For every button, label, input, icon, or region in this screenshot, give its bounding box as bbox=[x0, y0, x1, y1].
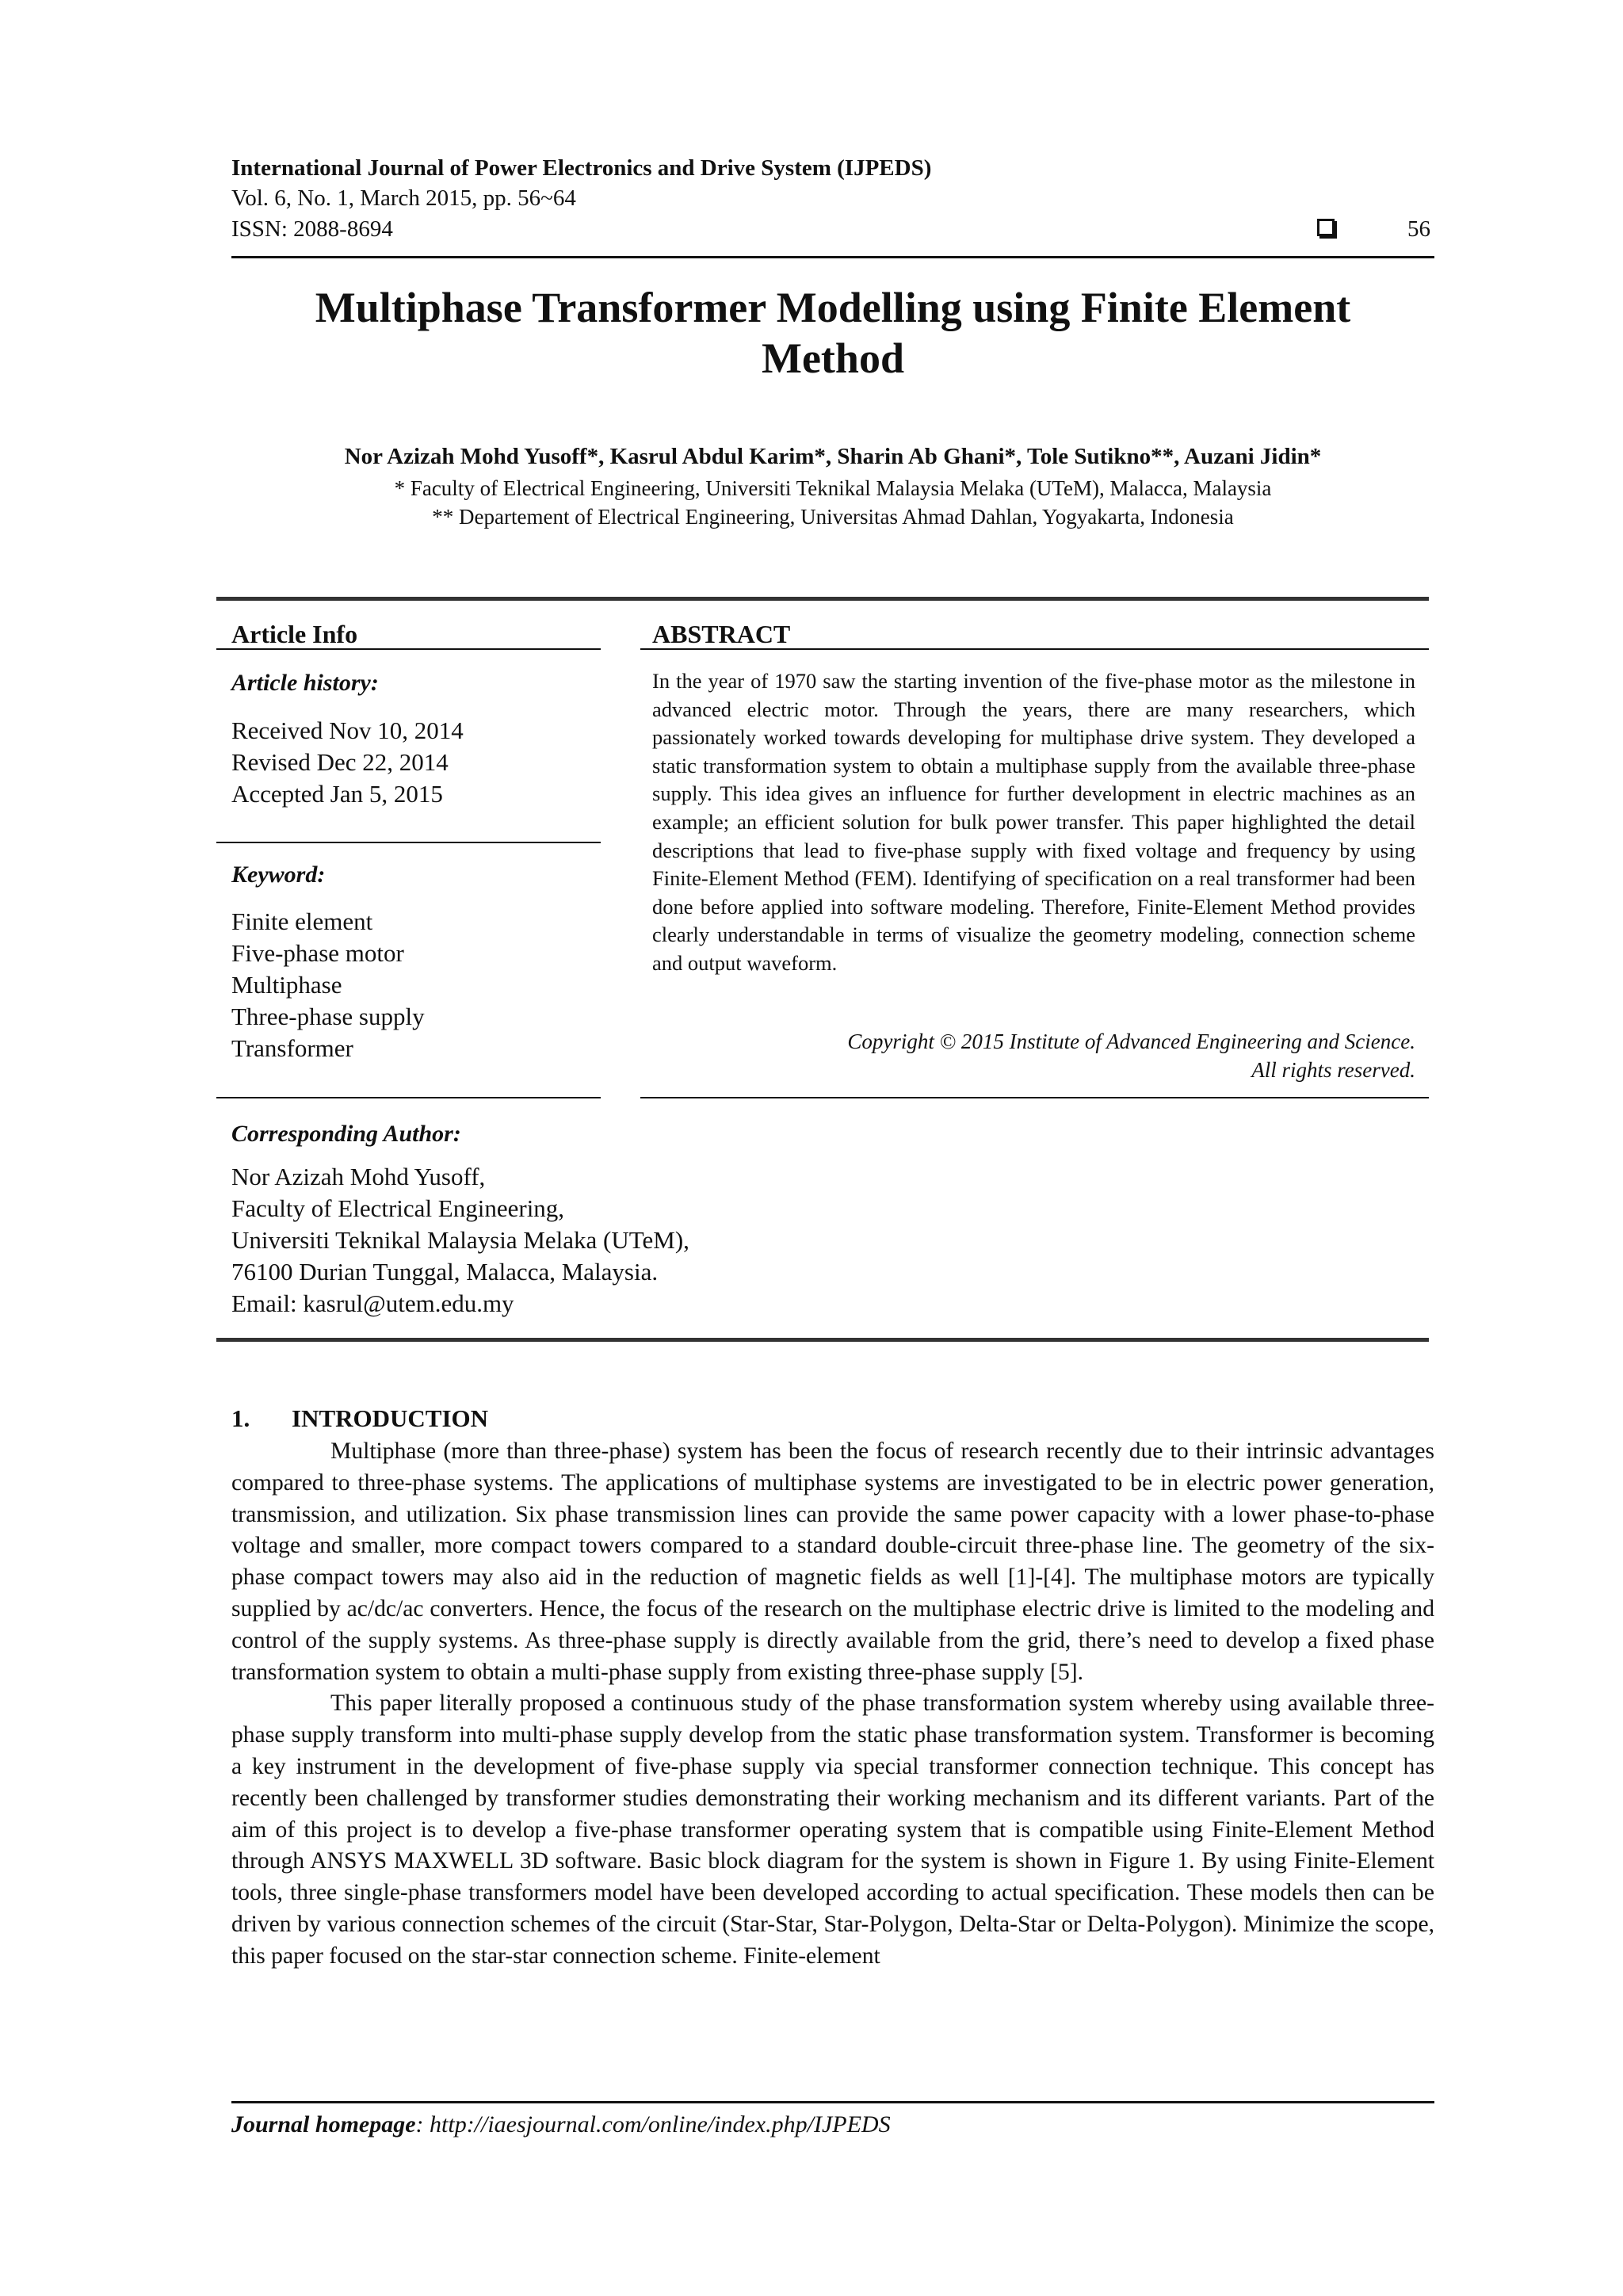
keyword-heading: Keyword: bbox=[231, 861, 326, 888]
abstract-paragraph: In the year of 1970 saw the starting invention of the five-phase motor as the milestone in advanced electric motor. Through the years, there are many researchers, which passionately worked towards developing for multiphase drive system. They developed a static transformation system to obtain a multiphase supply from the available three-phase supply. This idea gives an influence for further development in electric machines as an example; an efficient solution for bulk power transfer. This paper highlighted the detail descriptions that lead to five-phase supply with fixed voltage and frequency by using Finite-Element Method (FEM). Identifying of specification on a real transformer had been done before applied into software modeling. Therefore, Finite-Element Method provides clearly understandable in terms of visualize the geometry modeling, connection scheme and output waveform. bbox=[652, 669, 1415, 975]
title-line: Multiphase Transformer Modelling using Finite Element bbox=[315, 284, 1351, 331]
article-info-heading: Article Info bbox=[231, 620, 358, 648]
section-number: 1. bbox=[231, 1404, 250, 1432]
corresponding-line: Universiti Teknikal Malaysia Melaka (UTeM), bbox=[231, 1226, 689, 1254]
info-box-top-rule bbox=[216, 597, 1429, 601]
introduction-heading bbox=[231, 1404, 488, 1433]
author-list: Nor Azizah Mohd Yusoff*, Kasrul Abdul Karim*, Sharin Ab Ghani*, Tole Sutikno**, Auzani Jidin* bbox=[344, 444, 1322, 469]
history-accepted: Accepted Jan 5, 2015 bbox=[231, 780, 443, 808]
keyword-item: Three-phase supply bbox=[231, 1003, 425, 1030]
homepage-link[interactable]: : http://iaesjournal.com/online/index.php/IJPEDS bbox=[415, 2111, 891, 2137]
paper-title bbox=[231, 282, 1434, 384]
keyword-item: Five-phase motor bbox=[231, 939, 404, 967]
abstract-heading: ABSTRACT bbox=[652, 620, 791, 648]
homepage-label: Journal homepage bbox=[231, 2111, 416, 2137]
header-rule bbox=[231, 256, 1434, 258]
copyright-line: Copyright © 2015 Institute of Advanced Engineering and Science. bbox=[847, 1030, 1415, 1053]
keyword-rule bbox=[216, 1097, 601, 1098]
keyword-item: Multiphase bbox=[231, 971, 342, 999]
affiliation-1: * Faculty of Electrical Engineering, Universiti Teknikal Malaysia Melaka (UTeM), Malacca, Malaysia bbox=[394, 476, 1272, 500]
copyright-line: All rights reserved. bbox=[1251, 1058, 1415, 1082]
title-line: Method bbox=[762, 334, 904, 382]
history-rule bbox=[216, 842, 601, 843]
footer-rule bbox=[231, 2101, 1434, 2103]
affiliation-2: ** Departement of Electrical Engineering, Universitas Ahmad Dahlan, Yogyakarta, Indonesia bbox=[432, 505, 1234, 529]
article-history-list bbox=[231, 715, 464, 810]
history-received: Received Nov 10, 2014 bbox=[231, 716, 464, 744]
journal-name: International Journal of Power Electronics and Drive System (IJPEDS) bbox=[231, 155, 932, 181]
page-number: 56 bbox=[1407, 216, 1430, 242]
journal-issn: ISSN: 2088-8694 bbox=[231, 216, 393, 242]
abstract-bottom-rule bbox=[640, 1097, 1429, 1098]
corresponding-line: 76100 Durian Tunggal, Malacca, Malaysia. bbox=[231, 1258, 659, 1286]
journal-homepage bbox=[231, 2111, 891, 2138]
corresponding-email: Email: kasrul@utem.edu.my bbox=[231, 1289, 514, 1317]
history-revised: Revised Dec 22, 2014 bbox=[231, 748, 449, 776]
keyword-item: Transformer bbox=[231, 1034, 353, 1062]
body-paragraph: Multiphase (more than three-phase) system has been the focus of research recently due to their intrinsic advantages compared to three-phase systems. The applications of multiphase systems are investigated to be in electric power generation, transmission, and utilization. Six phase transmission lines can provide the same power capacity with a lower phase-to-phase voltage and smaller, more compact towers compared to a standard double-circuit three-phase line. The geometry of the six-phase compact towers may also aid in the reduction of magnetic fields as well [1]-[4]. The multiphase motors are typically supplied by ac/dc/ac converters. Hence, the focus of the research on the multiphase electric drive is limited to the modeling and control of the supply systems. As three-phase supply is directly available from the grid, there’s need to develop a fixed phase transformation system to obtain a multi-phase supply from existing three-phase supply [5]. bbox=[231, 1438, 1434, 1685]
info-box-bottom-rule bbox=[216, 1338, 1429, 1342]
abstract-rule bbox=[640, 648, 1429, 650]
keyword-list bbox=[231, 906, 425, 1064]
article-history-heading: Article history: bbox=[231, 670, 379, 696]
corresponding-author-details bbox=[231, 1161, 689, 1320]
corresponding-line: Faculty of Electrical Engineering, bbox=[231, 1194, 565, 1222]
keyword-item: Finite element bbox=[231, 907, 373, 935]
journal-volume: Vol. 6, No. 1, March 2015, pp. 56~64 bbox=[231, 185, 576, 211]
introduction-body bbox=[231, 1436, 1434, 1973]
body-paragraph: This paper literally proposed a continuous study of the phase transformation system whereby using available three-phase supply transform into multi-phase supply develop from the static phase transformation system. Transformer is becoming a key instrument in the development of five-phase supply via special transformer connection technique. This concept has recently been challenged by transformer studies demonstrating their working mechanism and its different variants. Part of the aim of this project is to develop a five-phase transformer operating system that is compatible using Finite-Element Method through ANSYS MAXWELL 3D software. Basic block diagram for the system is shown in Figure 1. By using Finite-Element tools, three single-phase transformers model have been developed according to actual specification. These models then can be driven by various connection schemes of the circuit (Star-Star, Star-Polygon, Delta-Star or Delta-Polygon). Minimize the scope, this paper focused on the star-star connection scheme. Finite-element bbox=[231, 1690, 1434, 1969]
copyright-notice bbox=[652, 1027, 1415, 1084]
section-title: INTRODUCTION bbox=[292, 1404, 489, 1432]
article-info-rule bbox=[216, 648, 601, 650]
corresponding-line: Nor Azizah Mohd Yusoff, bbox=[231, 1163, 486, 1190]
abstract-body bbox=[652, 667, 1415, 978]
corresponding-author-heading: Corresponding Author: bbox=[231, 1121, 461, 1147]
checkbox-icon bbox=[1317, 219, 1335, 236]
